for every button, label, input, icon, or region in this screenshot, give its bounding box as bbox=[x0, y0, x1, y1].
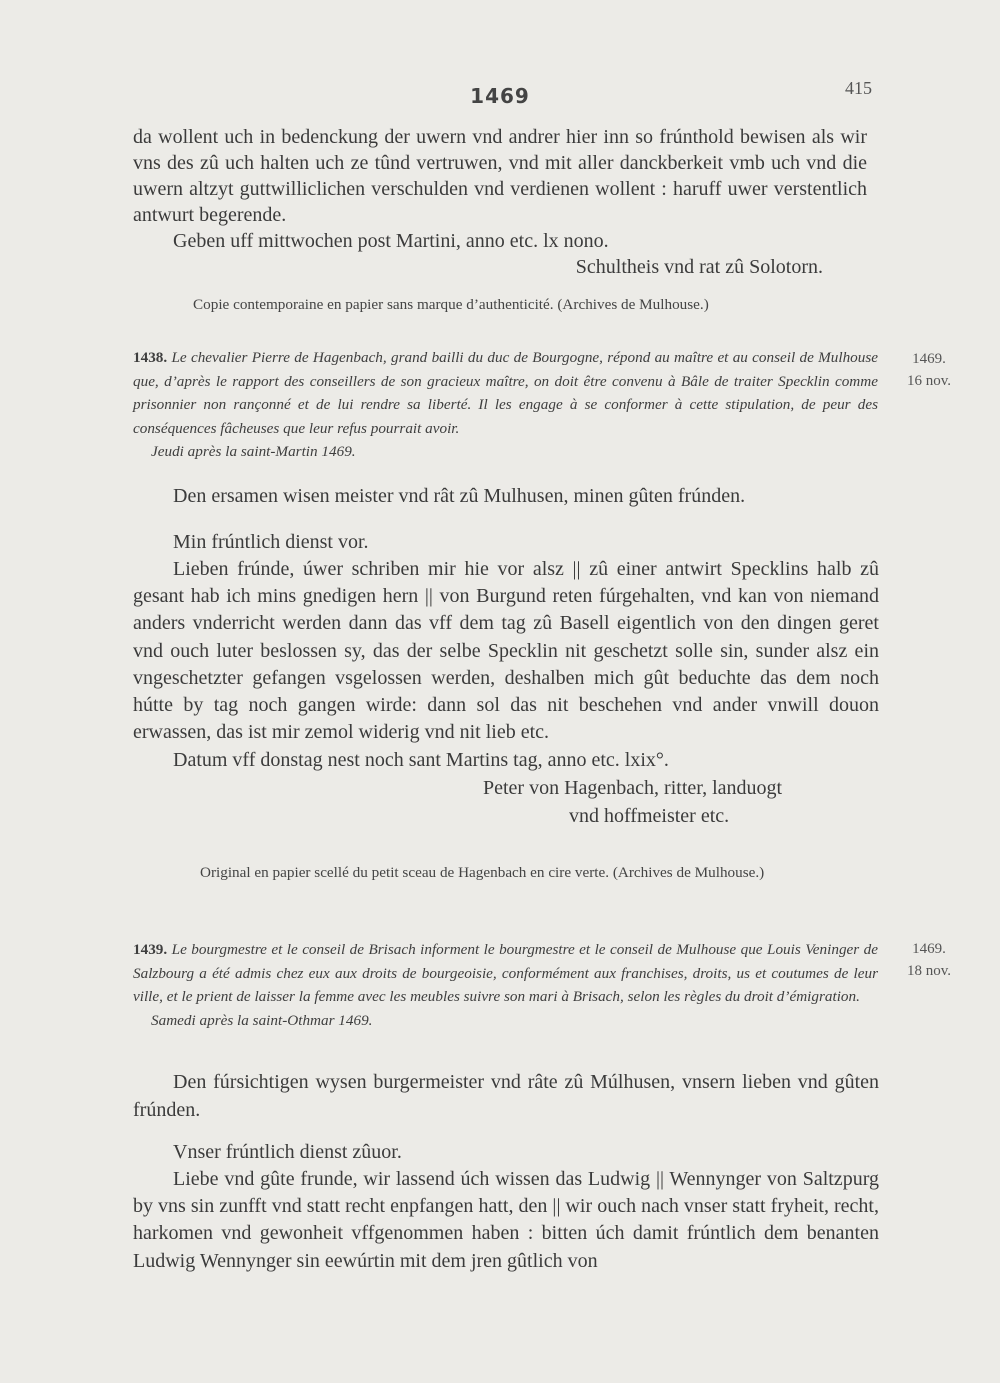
margin-date-1438 bbox=[896, 348, 962, 392]
previous-letter-continuation bbox=[133, 124, 867, 280]
margin-day: 16 nov. bbox=[906, 373, 952, 389]
letter-greeting: Min frúntlich dienst vor. bbox=[173, 531, 369, 553]
letter-dateline: Geben uff mittwochen post Martini, anno etc. lx nono. bbox=[173, 230, 609, 252]
page-year-header: 1469 bbox=[470, 84, 530, 108]
letter-signature: Peter von Hagenbach, ritter, landuogt bbox=[483, 777, 783, 800]
regest-1438 bbox=[133, 346, 878, 464]
margin-day: 18 nov. bbox=[906, 963, 952, 979]
entry-date: Samedi après la saint-Othmar 1469. bbox=[151, 1011, 373, 1029]
margin-year: 1469. bbox=[912, 351, 946, 367]
entry-summary: Le bourgmestre et le conseil de Brisach informent le bourgmestre et le conseil de Mulhouse que Louis Veninger de Salzbourg a été admis chez eux aux droits de bourgeoisie, conformément aux franchises, droits, us et coutumes de leur ville, et le prient de laisser la femme avec les meubles suivre son mari à Brisach, selon les règles du droit d’émigration. bbox=[133, 941, 878, 1005]
regest-1439 bbox=[133, 938, 878, 1032]
letter-1439 bbox=[133, 1068, 879, 1275]
letter-1438 bbox=[133, 482, 879, 830]
letter-dateline: Datum vff donstag nest noch sant Martins tag, anno etc. lxix°. bbox=[173, 749, 669, 772]
letter-text: Liebe vnd gûte frunde, wir lassend úch wissen das Ludwig || Wennynger von Saltzpurg by vns sin zunfft vnd statt recht enpfangen hatt, den || wir ouch nach vnser statt fryheit, recht, harkomen vnd gewonheit vffgenommen haben : bitten úch damit frúntlich dem benanten Ludwig Wennynger sin eewúrtin mit dem jren gûtlich von bbox=[133, 1168, 879, 1272]
entry-number: 1439. bbox=[133, 941, 168, 958]
entry-number: 1438. bbox=[133, 349, 168, 366]
letter-address: Den fúrsichtigen wysen burgermeister vnd râte zû Múlhusen, vnsern lieben vnd gûten frúnden. bbox=[133, 1071, 879, 1121]
letter-greeting: Vnser frúntlich dienst zûuor. bbox=[173, 1141, 402, 1163]
letter-signature: Schultheis vnd rat zû Solotorn. bbox=[575, 256, 823, 278]
page-number: 415 bbox=[845, 78, 872, 98]
margin-date-1439 bbox=[896, 938, 962, 982]
letter-signature-line-2: vnd hoffmeister etc. bbox=[569, 805, 730, 828]
source-note bbox=[200, 862, 878, 883]
entry-date: Jeudi après la saint-Martin 1469. bbox=[151, 443, 356, 460]
margin-year: 1469. bbox=[912, 941, 946, 957]
letter-text: da wollent uch in bedenckung der uwern vnd andrer hier inn so frúnthold bewisen als wir vns des zû uch halten uch ze tûnd vertruwen, vnd mit aller danckberkeit vmb uch vnd die uwern altzyt guttwilliclichen verschulden vnd verdienen wollent : haruff uwer verstentlich antwurt begerende. bbox=[133, 126, 867, 226]
source-note: Copie contemporaine en papier sans marque d’authenticité. (Archives de Mulhouse.) bbox=[193, 296, 709, 313]
letter-address: Den ersamen wisen meister vnd rât zû Mulhusen, minen gûten frúnden. bbox=[173, 485, 746, 507]
source-note-text: Original en papier scellé du petit sceau de Hagenbach en cire verte. (Archives de Mulhouse.) bbox=[200, 864, 765, 881]
letter-text: Lieben frúnde, úwer schriben mir hie vor alsz || zû einer antwirt Specklins halb zû gesant hab ich mins gnedigen hern || von Burgund reten fúrgehalten, vnd kan von niemand anders vnderricht werden dann das vff dem tag zû Basell eigentlich von den dingen geret vnd ouch luter beslossen sy, das der selbe Specklin nit geschetzt solle sin, sunder alsz ein vngeschetzter gefangen vsgelossen werden, deshalben mich gût beduchte das dem noch hútte by tag noch gangen wirde: dann sol das nit beschehen vnd ander vnwill douon erwassen, das ist mir zemol widerig vnd nit lieb etc. bbox=[133, 558, 879, 744]
entry-summary: Le chevalier Pierre de Hagenbach, grand bailli du duc de Bourgogne, répond au maître et au conseil de Mulhouse que, d’après le rapport des conseillers de son gracieux maître, on doit être convenu à Bâle de traiter Specklin comme prisonnier non rançonné et de lui rendre sa liberté. Il les engage à se conformer à cette stipulation, de peur des conséquences fâcheuses que leur refus pourrait avoir. bbox=[133, 349, 879, 437]
